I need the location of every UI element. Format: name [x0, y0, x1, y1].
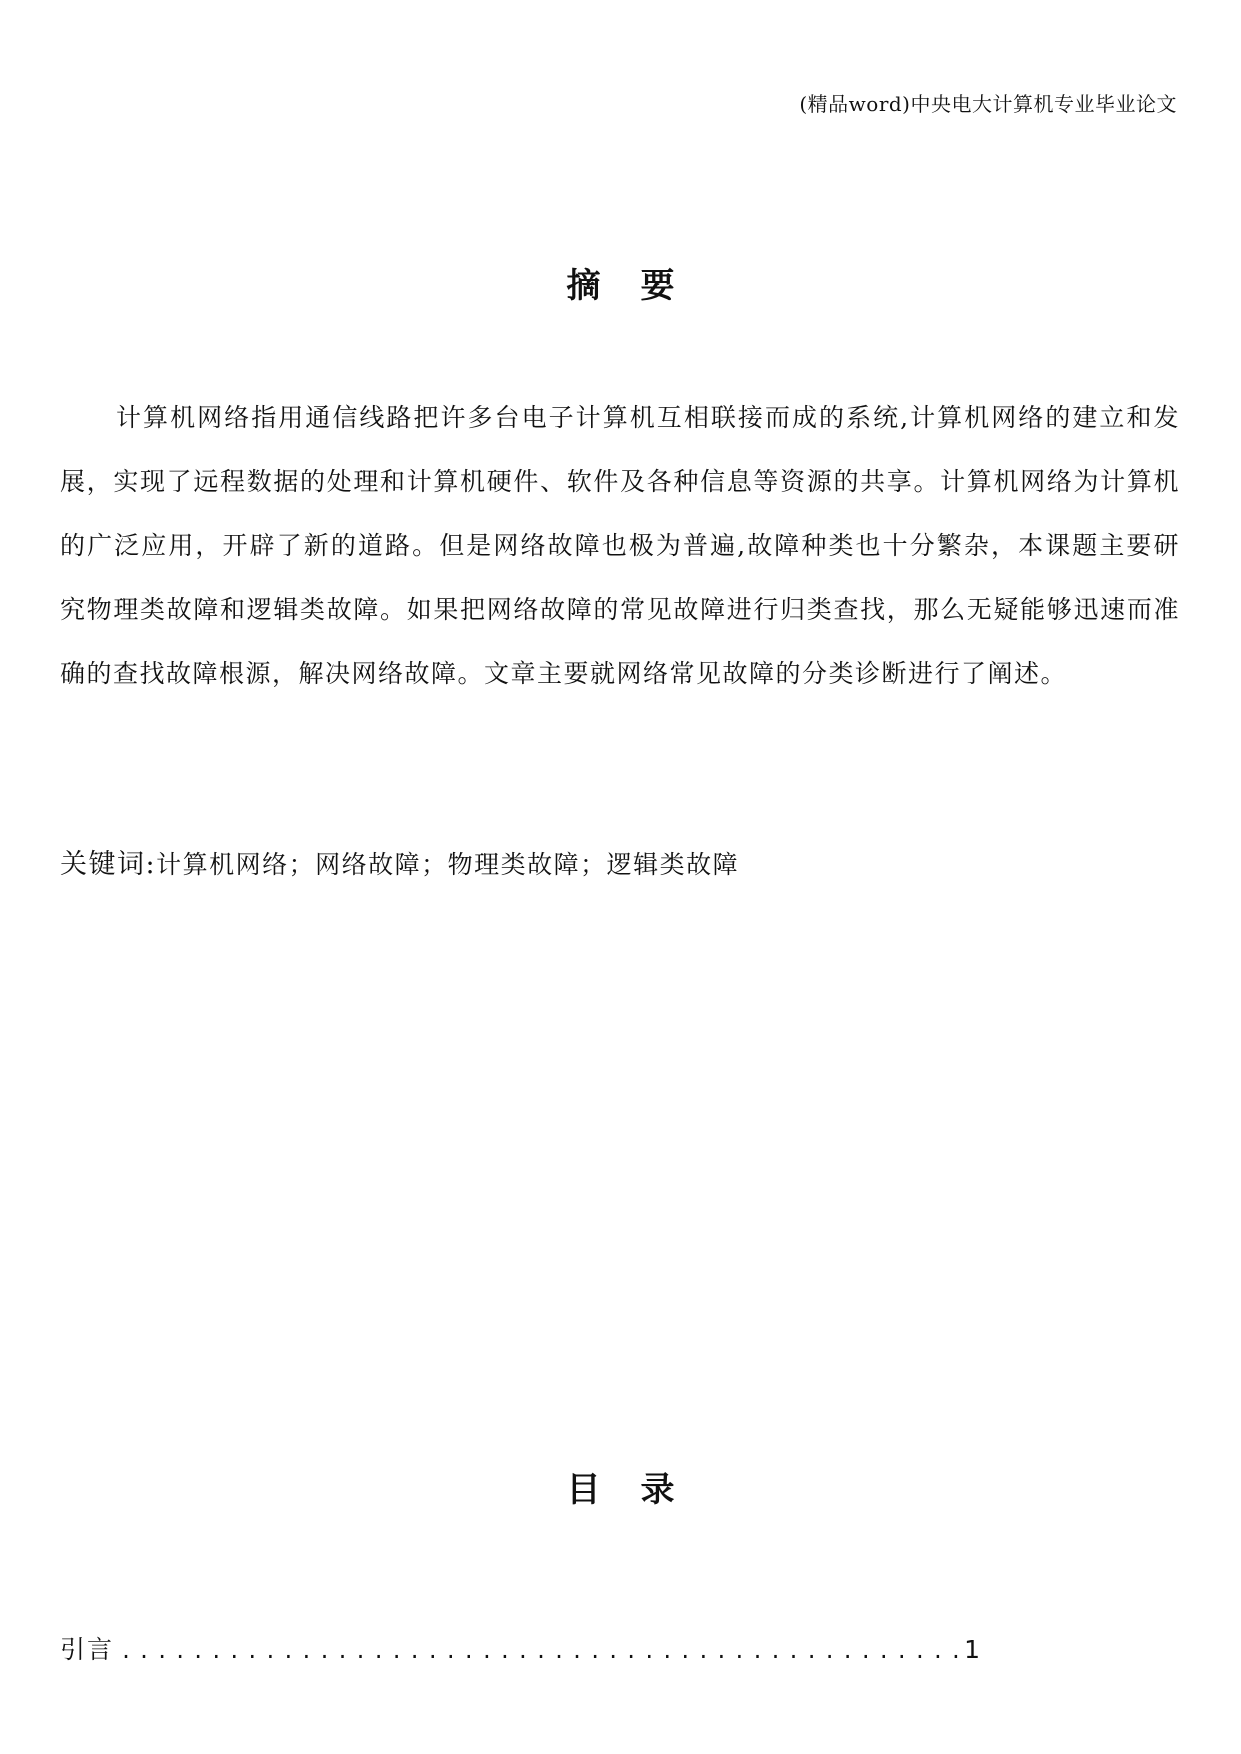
toc-entry-page: 1: [964, 1635, 980, 1664]
keywords-label: 关键词:: [60, 849, 157, 880]
keywords-line: [60, 842, 739, 881]
abstract-body: 计算机网络指用通信线路把许多台电子计算机互相联接而成的系统,计算机网络的建立和发展，实现了远程数据的处理和计算机硬件、软件及各种信息等资源的共享。计算机网络为计算机的广泛应用，开辟了新的道路。但是网络故障也极为普遍,故障种类也十分繁杂，本课题主要研究物理类故障和逻辑类故障。如果把网络故障的常见故障进行归类查找，那么无疑能够迅速而准确的查找故障根源，解决网络故障。文章主要就网络常见故障的分类诊断进行了阐述。: [60, 403, 1180, 688]
toc-entry-label: 引言: [60, 1635, 115, 1664]
toc-title: 目录: [566, 1470, 715, 1510]
abstract-title: 摘要: [566, 266, 715, 306]
keywords-text: 计算机网络；网络故障；物理类故障；逻辑类故障: [156, 850, 740, 879]
document-header-note: (精品word)中央电大计算机专业毕业论文: [799, 92, 1177, 116]
toc-leader-dots: [120, 1639, 958, 1663]
toc-entry[interactable]: [60, 1630, 980, 1666]
